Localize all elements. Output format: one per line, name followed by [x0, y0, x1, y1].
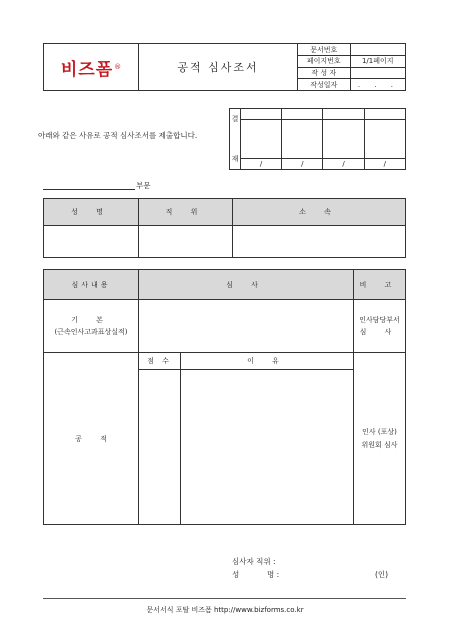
merit-label: 공 적	[75, 434, 115, 443]
meta-row	[298, 44, 405, 56]
person-header-position: 직 위	[139, 199, 233, 226]
meta-row	[298, 56, 405, 68]
footer-text: 문서서식 포탈 비즈폼 http://www.bizforms.co.kr	[146, 606, 304, 614]
seal-mark: (인)	[375, 570, 389, 579]
reviewer-name-label-1: 성	[232, 570, 240, 579]
meta-row	[298, 79, 405, 91]
logo	[44, 44, 139, 90]
basic-remarks-cell	[354, 300, 406, 353]
approval-side-label-1: 결	[231, 115, 239, 123]
basic-remarks-line-1: 인사담당부서	[359, 316, 400, 324]
approval-title-cell[interactable]	[282, 109, 323, 120]
review-header-content: 심사내용	[44, 270, 139, 300]
approval-title-cell[interactable]	[364, 109, 405, 120]
footer-divider	[43, 598, 406, 599]
approval-side-label-2: 재	[231, 155, 239, 163]
review-header-remarks: 비 고	[354, 270, 406, 300]
logo-registered-mark: ®	[114, 63, 122, 71]
person-affiliation-cell[interactable]	[233, 226, 406, 258]
person-header-name: 성 명	[44, 199, 139, 226]
document-title: 공적 심사조서	[139, 44, 298, 90]
meta-value-date[interactable]: . . .	[350, 79, 405, 91]
logo-text: 비즈폼	[60, 59, 114, 80]
approval-box	[229, 108, 406, 170]
person-position-cell[interactable]	[139, 226, 233, 258]
approval-date-cell[interactable]: /	[364, 159, 405, 170]
merit-score-cell[interactable]	[139, 370, 181, 525]
merit-reason-cell[interactable]	[181, 370, 354, 525]
intro-text: 아래와 같은 사유로 공적 심사조서를 제출합니다.	[38, 131, 198, 140]
approval-side-label	[230, 109, 241, 170]
approval-date-cell[interactable]: /	[282, 159, 323, 170]
merit-remarks-cell	[354, 353, 406, 525]
approval-title-cell[interactable]	[240, 109, 281, 120]
merit-remarks-line-1: 인사 (포상)	[362, 428, 397, 436]
meta-value-author[interactable]	[350, 67, 405, 79]
meta-row	[298, 67, 405, 79]
approval-sign-cell[interactable]	[323, 119, 364, 159]
approval-sign-cell[interactable]	[364, 119, 405, 159]
merit-reason-header: 이 유	[181, 353, 354, 370]
basic-review-cell[interactable]	[139, 300, 354, 353]
review-table	[43, 269, 406, 525]
person-header-affiliation: 소 속	[233, 199, 406, 226]
meta-label-author: 작 성 자	[298, 67, 350, 79]
department-input-line[interactable]	[43, 189, 135, 190]
basic-label-cell	[44, 300, 139, 353]
approval-sign-cell[interactable]	[282, 119, 323, 159]
document-header	[43, 43, 406, 91]
basic-remarks-line-2: 심 사	[359, 328, 400, 336]
meta-value-doc-number[interactable]	[350, 44, 405, 56]
approval-date-cell[interactable]: /	[323, 159, 364, 170]
meta-label-doc-number: 문서번호	[298, 44, 350, 56]
person-name-cell[interactable]	[44, 226, 139, 258]
meta-value-page-number[interactable]: 1/1페이지	[350, 56, 405, 68]
basic-label: 기 본	[71, 316, 111, 324]
approval-date-cell[interactable]: /	[240, 159, 281, 170]
document-meta-table	[298, 44, 405, 90]
merit-score-header: 점 수	[139, 353, 181, 370]
department-label: 부문	[136, 181, 151, 190]
meta-label-page-number: 페이지번호	[298, 56, 350, 68]
person-info-table	[43, 198, 406, 258]
reviewer-name-label-2: 명 :	[267, 570, 280, 579]
review-header-review: 심 사	[139, 270, 354, 300]
reviewer-position-label: 심사자 직위 :	[232, 557, 276, 566]
merit-label-cell	[44, 353, 139, 525]
basic-sublabel: (근속인사고과표상실적)	[54, 328, 128, 336]
merit-remarks-line-2: 위원회 심사	[361, 441, 398, 449]
meta-label-date: 작성일자	[298, 79, 350, 91]
approval-sign-cell[interactable]	[240, 119, 281, 159]
approval-title-cell[interactable]	[323, 109, 364, 120]
